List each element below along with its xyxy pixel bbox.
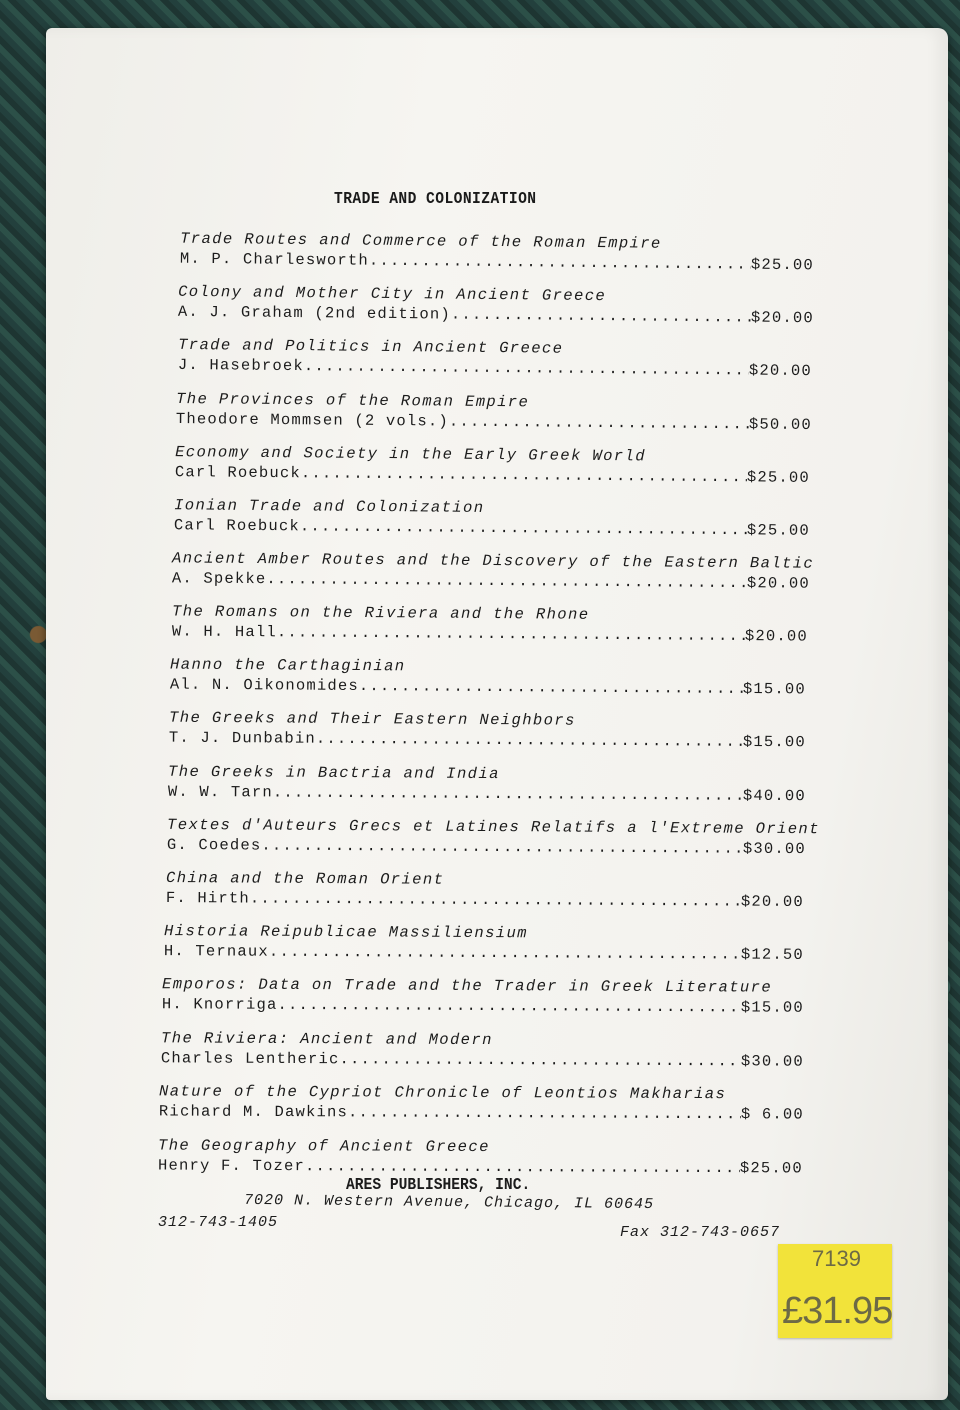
book-author: Carl Roebuck [173, 516, 301, 536]
dot-leader [339, 1049, 741, 1071]
book-entry [172, 601, 808, 646]
book-author-price-line [166, 888, 804, 912]
book-author-price-line [159, 1101, 804, 1124]
book-title: Colony and Mother City in Ancient Greece [178, 282, 607, 306]
book-entry [171, 548, 815, 593]
dot-leader [266, 569, 747, 593]
book-price: $15.00 [742, 679, 806, 699]
book-title: The Greeks and Their Eastern Neighbors [169, 708, 576, 730]
dot-leader [359, 676, 743, 699]
price-sticker [778, 1244, 892, 1338]
dot-leader [261, 836, 743, 859]
book-author: Carl Roebuck [174, 463, 302, 483]
book-price: $20.00 [746, 574, 810, 593]
book-entry [162, 974, 804, 1018]
book-author: M. P. Charlesworth [179, 249, 370, 270]
book-entry [168, 762, 806, 806]
dot-leader [250, 889, 741, 912]
book-author: F. Hirth [165, 888, 251, 908]
book-entry [174, 495, 810, 541]
book-price: $25.00 [746, 521, 810, 540]
book-author: H. Ternaux [163, 942, 270, 961]
book-title: Ancient Amber Routes and the Discovery of the Eastern Baltic [172, 549, 815, 573]
publisher-phone: 312-743-1405 [158, 1214, 279, 1231]
book-price: $30.00 [742, 839, 806, 859]
book-entry [169, 708, 806, 753]
book-title: Textes d'Auteurs Grecs et Latines Relatifs a l'Extreme Orient [167, 815, 820, 839]
dot-leader [301, 463, 747, 487]
section-heading: TRADE AND COLONIZATION [334, 190, 537, 209]
book-title: The Romans on the Riviera and the Rhone [172, 602, 590, 624]
book-author: Theodore Mommsen (2 vols.) [175, 410, 450, 431]
book-author-price-line [167, 835, 806, 859]
book-title: Hanno the Carthaginian [170, 655, 406, 676]
book-price: $20.00 [748, 361, 812, 381]
sticker-price: £31.95 [782, 1290, 893, 1332]
dot-leader [369, 251, 751, 275]
book-price: $20.00 [750, 308, 814, 328]
book-entry [166, 815, 820, 859]
book-title: Trade Routes and Commerce of the Roman Empire [180, 229, 662, 253]
book-price: $12.50 [740, 945, 804, 964]
dot-leader [348, 1102, 741, 1124]
book-price: $25.00 [750, 255, 814, 275]
book-entry [161, 1028, 804, 1071]
dot-leader [273, 783, 743, 806]
book-author: T. J. Dunbabin [168, 728, 317, 748]
dot-leader [277, 995, 741, 1018]
book-author-price-line [164, 941, 804, 965]
dot-leader [277, 622, 745, 646]
book-author: W. H. Hall [171, 622, 278, 642]
book-title: The Greeks in Bactria and India [168, 762, 500, 784]
book-title: Trade and Politics in Ancient Greece [178, 335, 564, 358]
book-price: $ 6.00 [740, 1105, 804, 1124]
book-author-price-line [162, 994, 804, 1018]
book-title: Historia Reipublicae Massiliensium [164, 922, 528, 943]
book-author: W. W. Tarn [167, 782, 274, 802]
book-author: A. Spekke [171, 569, 267, 589]
book-title: Ionian Trade and Colonization [174, 496, 485, 517]
publisher-name: ARES PUBLISHERS, INC. [346, 1176, 531, 1195]
book-price: $25.00 [739, 1159, 803, 1178]
book-author-price-line [161, 1048, 804, 1071]
dot-leader [305, 1156, 740, 1178]
book-title: Economy and Society in the Early Greek World [175, 443, 647, 466]
dot-leader [451, 305, 751, 328]
book-title: China and the Roman Orient [166, 868, 445, 889]
book-price: $40.00 [742, 786, 806, 806]
book-entry [159, 1081, 804, 1124]
book-entry [175, 442, 810, 488]
dot-leader [449, 412, 749, 435]
book-price: $15.00 [742, 732, 806, 752]
book-entry [178, 335, 812, 381]
book-title: The Geography of Ancient Greece [158, 1136, 490, 1157]
book-entry [166, 868, 804, 912]
book-entry [178, 282, 814, 328]
book-price: $15.00 [740, 998, 804, 1017]
book-entry [170, 655, 806, 700]
book-title: Emporos: Data on Trade and the Trader in Greek Literature [162, 975, 773, 997]
book-author: J. Hasebroek [177, 355, 305, 376]
book-author: Henry F. Tozer [157, 1156, 306, 1176]
publisher-address: 7020 N. Western Avenue, Chicago, IL 60645 [243, 1191, 655, 1214]
book-author: G. Coedes [166, 835, 262, 855]
dot-leader [269, 942, 741, 965]
book-entry [164, 921, 804, 965]
dot-leader [300, 516, 747, 540]
book-author: Richard M. Dawkins [158, 1102, 349, 1122]
sticker-code: 7139 [812, 1246, 861, 1271]
book-author: Al. N. Oikonomides [169, 675, 360, 696]
book-author: H. Knorriga [161, 995, 278, 1014]
book-entry [158, 1136, 803, 1179]
book-title: The Provinces of the Roman Empire [176, 390, 530, 412]
book-price: $20.00 [744, 627, 808, 646]
book-price: $30.00 [740, 1052, 804, 1071]
book-entry [180, 229, 814, 276]
book-price: $25.00 [746, 468, 810, 487]
book-title: The Riviera: Ancient and Modern [161, 1029, 493, 1050]
book-price: $50.00 [748, 415, 812, 434]
publisher-fax: Fax 312-743-0657 [620, 1224, 781, 1241]
book-title: Nature of the Cypriot Chronicle of Leontios Makharias [159, 1082, 727, 1104]
book-author: A. J. Graham (2nd edition) [177, 302, 452, 324]
book-entry [176, 389, 812, 435]
dot-leader [316, 729, 743, 752]
book-author: Charles Lentheric [160, 1049, 340, 1069]
book-price: $20.00 [740, 892, 804, 912]
